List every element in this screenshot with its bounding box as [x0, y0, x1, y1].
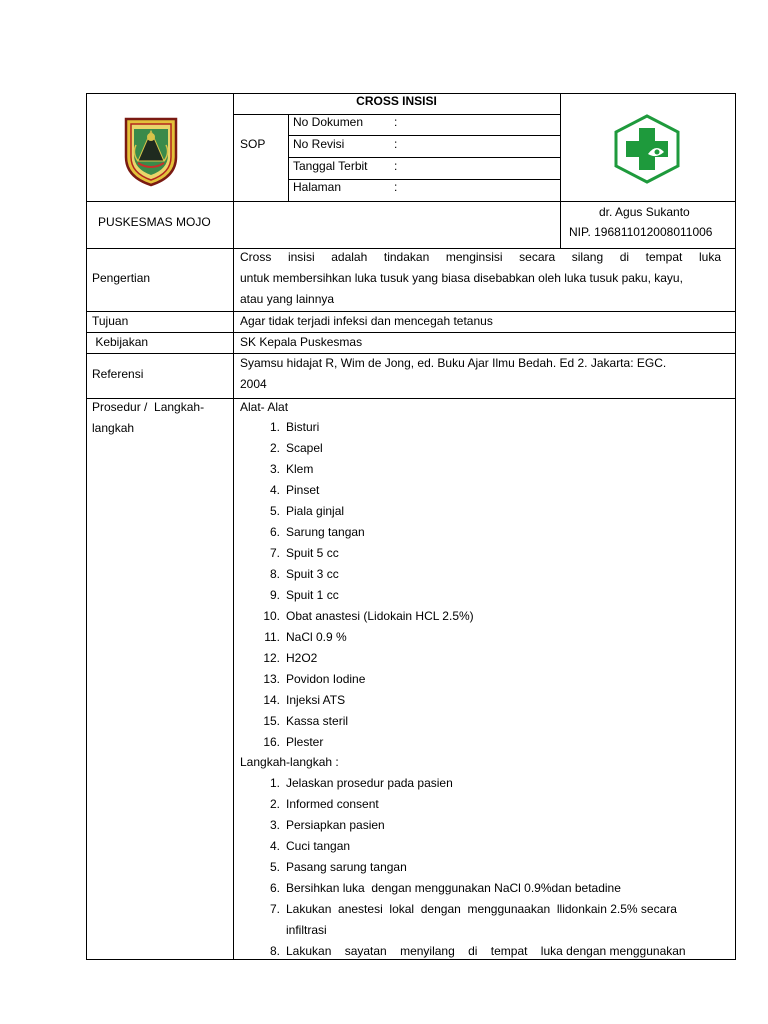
meta-label-no-revisi: No Revisi	[293, 137, 345, 151]
list-number: 16.	[263, 735, 280, 749]
list-item	[260, 899, 720, 920]
list-number: 6.	[269, 525, 280, 539]
sop-divider	[288, 114, 289, 201]
list-item	[260, 627, 720, 648]
header-bottom-divider	[86, 201, 736, 202]
regional-crest-logo	[124, 115, 178, 187]
list-text-continuation: infiltrasi	[286, 923, 327, 937]
list-text: Cuci tangan	[286, 839, 351, 853]
meta-divider-2	[288, 157, 560, 158]
list-number: 10.	[263, 609, 280, 623]
meta-label-tanggal-terbit: Tanggal Terbit	[293, 159, 368, 173]
list-item	[260, 648, 720, 669]
list-number: 6.	[269, 881, 280, 895]
list-item	[260, 878, 720, 899]
row-divider-kebijakan	[86, 353, 736, 354]
row-label-kebijakan: Kebijakan	[92, 335, 149, 349]
list-number: 4.	[269, 839, 280, 853]
meta-sep-no-revisi: :	[394, 137, 398, 151]
list-item	[260, 564, 720, 585]
list-number: 5.	[269, 504, 280, 518]
list-text: Klem	[286, 462, 314, 476]
list-item	[260, 459, 720, 480]
list-text: Lakukan anestesi lokal dengan menggunaakan llidonkain 2.5% secara	[286, 902, 677, 916]
list-text: Persiapkan pasien	[286, 818, 385, 832]
list-text: Obat anastesi (Lidokain HCL 2.5%)	[286, 609, 474, 623]
langkah-heading: Langkah-langkah :	[240, 755, 339, 769]
list-item	[260, 522, 720, 543]
row-label-pengertian: Pengertian	[92, 271, 151, 285]
list-number: 2.	[269, 441, 280, 455]
list-number: 9.	[269, 588, 280, 602]
header-right-divider	[560, 93, 561, 248]
puskesmas-logo	[612, 113, 682, 185]
org-row-divider	[86, 248, 736, 249]
list-text: Piala ginjal	[286, 504, 345, 518]
header-left-divider	[233, 93, 234, 248]
list-number: 11.	[264, 630, 280, 644]
list-item	[260, 773, 720, 794]
referensi-line-1: Syamsu hidajat R, Wim de Jong, ed. Buku Ajar Ilmu Bedah. Ed 2. Jakarta: EGC.	[240, 356, 667, 370]
meta-sep-tanggal-terbit: :	[394, 159, 398, 173]
sop-document	[86, 93, 736, 960]
list-item	[260, 857, 720, 878]
list-item	[260, 815, 720, 836]
list-number: 1.	[269, 776, 280, 790]
pengertian-line-1: Cross insisi adalah tindakan menginsisi secara silang di tempat luka	[240, 250, 721, 264]
list-text: Scapel	[286, 441, 323, 455]
list-number: 15.	[263, 714, 280, 728]
alat-heading: Alat- Alat	[240, 400, 289, 414]
list-text: Bisturi	[286, 420, 320, 434]
list-number: 4.	[269, 483, 280, 497]
list-item	[260, 941, 720, 962]
list-number: 7.	[269, 902, 280, 916]
org-name: PUSKESMAS MOJO	[98, 215, 211, 229]
signer-nip: NIP. 196811012008011006	[569, 225, 713, 239]
list-item	[260, 690, 720, 711]
meta-sep-halaman: :	[394, 180, 398, 194]
alat-list	[260, 417, 720, 753]
list-number: 8.	[269, 944, 280, 958]
meta-label-halaman: Halaman	[293, 180, 342, 194]
pengertian-line-2: untuk membersihkan luka tusuk yang biasa disebabkan oleh luka tusuk paku, kayu,	[240, 271, 683, 285]
pengertian-line-3: atau yang lainnya	[240, 292, 335, 306]
list-text: Kassa steril	[286, 714, 349, 728]
meta-label-no-dokumen: No Dokumen	[293, 115, 364, 129]
list-item	[260, 606, 720, 627]
list-item	[260, 732, 720, 753]
list-text: Pinset	[286, 483, 320, 497]
list-number: 14.	[263, 693, 280, 707]
list-item	[260, 920, 720, 941]
list-item	[260, 480, 720, 501]
row-label-tujuan: Tujuan	[92, 314, 129, 328]
list-number: 5.	[269, 860, 280, 874]
kebijakan-text: SK Kepala Puskesmas	[240, 335, 363, 349]
list-text: Spuit 1 cc	[286, 588, 339, 602]
signer-name: dr. Agus Sukanto	[599, 205, 690, 219]
list-text: Injeksi ATS	[286, 693, 346, 707]
list-number: 2.	[269, 797, 280, 811]
list-item	[260, 417, 720, 438]
tujuan-text: Agar tidak terjadi infeksi dan mencegah tetanus	[240, 314, 493, 328]
list-number: 3.	[269, 462, 280, 476]
sop-label: SOP	[240, 137, 266, 151]
list-item	[260, 543, 720, 564]
row-divider-tujuan	[86, 332, 736, 333]
document-title: CROSS INSISI	[356, 94, 437, 108]
meta-divider-1	[288, 135, 560, 136]
list-number: 8.	[269, 567, 280, 581]
body-label-divider	[233, 248, 234, 960]
row-divider-pengertian	[86, 311, 736, 312]
row-label-prosedur-line-1: Prosedur / Langkah-	[92, 400, 205, 414]
list-text: NaCl 0.9 %	[286, 630, 347, 644]
list-text: Plester	[286, 735, 324, 749]
list-text: Sarung tangan	[286, 525, 365, 539]
list-text: H2O2	[286, 651, 318, 665]
langkah-list	[260, 773, 720, 962]
referensi-line-2: 2004	[240, 377, 267, 391]
list-number: 12.	[263, 651, 280, 665]
row-label-prosedur-line-2: langkah	[92, 421, 135, 435]
list-text: Lakukan sayatan menyilang di tempat luka dengan menggunakan	[286, 944, 686, 958]
list-item	[260, 794, 720, 815]
row-label-referensi: Referensi	[92, 367, 144, 381]
list-number: 1.	[269, 420, 280, 434]
list-text: Informed consent	[286, 797, 379, 811]
list-text: Povidon Iodine	[286, 672, 366, 686]
list-number: 13.	[263, 672, 280, 686]
list-item	[260, 669, 720, 690]
list-text: Spuit 3 cc	[286, 567, 339, 581]
list-item	[260, 501, 720, 522]
list-number: 7.	[269, 546, 280, 560]
list-text: Bersihkan luka dengan menggunakan NaCl 0.9%dan betadine	[286, 881, 621, 895]
list-item	[260, 585, 720, 606]
list-text: Spuit 5 cc	[286, 546, 339, 560]
list-text: Pasang sarung tangan	[286, 860, 407, 874]
list-item	[260, 711, 720, 732]
list-number: 3.	[269, 818, 280, 832]
list-item	[260, 438, 720, 459]
meta-sep-no-dokumen: :	[394, 115, 398, 129]
row-divider-referensi	[86, 398, 736, 399]
list-text: Jelaskan prosedur pada pasien	[286, 776, 453, 790]
list-item	[260, 836, 720, 857]
